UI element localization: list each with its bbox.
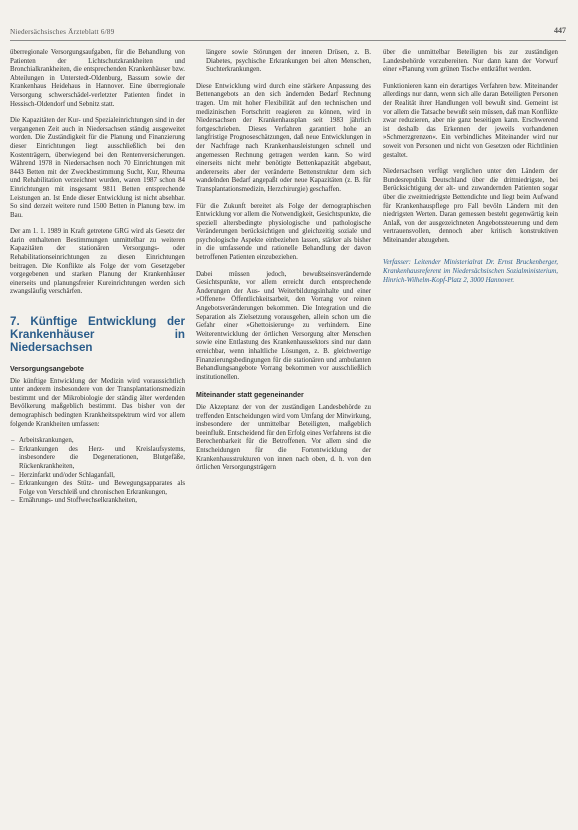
subheading: Versorgungsangebote xyxy=(10,366,84,374)
paragraph: überregionale Versorgungsaufgaben, für die Behandlung von Patienten der Lichtschutzkrankheiten und Bronchialkrankheiten, die entsprechenden Krankenhäuser bzw. Abteilungen in Unterstedt-Oldenburg, Bassum sowie der Krankenhaus Heidehaus in Hannover. Eine überregionale Versorgung schwerschädel-verletzter Patienten findet in Hessisch-Oldendorf und Sebnitz statt. xyxy=(10,49,185,108)
running-header xyxy=(10,24,566,41)
paragraph: Diese Entwicklung wird durch eine stärkere Anpassung des Bettenangebots an den sich ändernden Bedarf Rechnung tragen. Um mit hoher Flexibilität auf den technischen und medizinischen Fortschritt reagieren zu können, wird in Niedersachsen der Krankenhausplan seit 1983 jährlich fortgeschrieben. Dieses Verfahren garantiert hohe an langfristige Prognoseschätzungen, daß neue Entwicklungen in der Nachfrage nach Krankenhausleistungen schnell und angemessen Rechnung getragen werden kann. So wird einerseits nicht mehr benötigte Bettenkapazität abgebaut, andererseits aber der veränderte Bettenstruktur dem sich wandelnden Bedarf angepaßt oder neue Kapazitäten (z. B. für Transplantationsmedizin, Herzchirurgie) geschaffen. xyxy=(196,82,371,193)
paragraph: Die Kapazitäten der Kur- und Spezialeinrichtungen sind in der vergangenen Zeit auch in Niedersachsen ständig ausgeweitet worden. Die Zuständigkeit für die Planung und Finanzierung dieser Einrichtungen liegt ausschließlich bei den Kostenträgern, überwiegend bei den Rentenversicherungen. Während 1978 in Niedersachsen noch 70 Einrichtungen mit 8443 Betten mit der Zweckbestimmung Sucht, Kur, Rheuma und Rehabilitation verzeichnet wurden, waren 1987 schon 84 Einrichtungen mit insgesamt 9811 Betten entsprechende Leistungen an. Ist Ende dieser Entwicklung ist nicht absehbar. So sind derzeit weitere rund 1500 Betten in Planung bzw. im Bau. xyxy=(10,117,185,219)
column-left xyxy=(10,49,185,514)
subheading: Miteinander statt gegeneinander xyxy=(196,392,304,400)
section-heading: 7. Künftige Entwicklung der Krankenhäuser in Niedersachsen xyxy=(10,315,185,355)
list-item: – Erkrankungen des Stütz- und Bewegungsapparates als Folge von Verschleiß und chronischen Erkrankungen, xyxy=(19,480,185,497)
disease-list xyxy=(10,437,185,506)
paragraph: Die künftige Entwicklung der Medizin wird voraussichtlich unter anderem insbesondere von der Transplantationsmedizin bestimmt und der Mikrobiologie der ständig älter werdenden Bevölkerung maßgeblich bestimmt. Das bisher von der demographisch bedingten Krankheitsspektrum wird vor allem folgende Krankheiten umfassen: xyxy=(10,377,185,428)
list-item: – Herzinfarkt und/oder Schlaganfall, xyxy=(19,472,185,481)
paragraph: Für die Zukunft bereitet als Folge der demographischen Entwicklung vor allem die Notwendigkeit, Gesichtspunkte, die speziell altersbedingte physiologische und pathologische Veränderungen berücksichtigen und gleichzeitig soziale und psychologische Aspekte einbeziehen lassen, stärker als bisher in die umfassende und rationelle Behandlung der davon betroffenen Patienten einzubeziehen. xyxy=(196,202,371,262)
column-right xyxy=(383,49,558,293)
paragraph: über die unmittelbar Beteiligten bis zur zuständigen Landesbehörde vorzubereiten. Nur dann kann der Vorwurf einer »Planung vom grünen Tisch« entkräftet werden. xyxy=(383,49,558,74)
paragraph: Funktionieren kann ein derartiges Verfahren bzw. Miteinander allerdings nur dann, wenn sich alle daran Beteiligten Personen der Realität ihrer Handlungen voll bewußt sind. Gemeint ist vor allem die Tatsache bewußt sein müssen, daß man Konflikte zwar reduzieren, aber nie ganz beseitigen kann. Erschwerend ist deshalb das Erkennen der jeweils vorhandenen »Schmerzgrenzen«. Ein verbindliches Miteinander wird nur soweit von Personen und nicht von Gesetzen oder Richtlinien gestaltet. xyxy=(383,82,558,159)
paragraph: Der am 1. 1. 1989 in Kraft getretene GRG wird als Gesetz der darin enthaltenen Bestimmungen unmittelbar zu weiteren Kapazitäten der stationären Versorgungs- oder Rehabilitationseinrichtungen zu diesen Einrichtungen beitragen. Die Konflikte als Folge der vom Gesetzgeber vorgegebenen und starken Planung der Krankenhäuser einerseits und planungsfreier Kureinrichtungen werden sich zwangsläufig verschärfen. xyxy=(10,228,185,296)
list-item: – Arbeitskrankungen, xyxy=(19,437,185,446)
paragraph: Die Akzeptanz der von der zuständigen Landesbehörde zu treffenden Entscheidungen wird vom Umfang der Mitwirkung, insbesondere der unmittelbar Beteiligten, maßgeblich beeinflußt. Entscheidend für den Erfolg eines Verfahrens ist die Berechenbarkeit für die Betroffenen. Vor allem sind die Entscheidungen für die Fortentwicklung der Krankenhausstrukturen von innen nach oben, d. h. von den örtlichen Versorgungsträgern xyxy=(196,403,371,472)
running-title: Niedersächsisches Ärzteblatt 6/89 xyxy=(10,28,115,36)
page-number: 447 xyxy=(554,26,566,35)
list-item: – Ernährungs- und Stoffwechselkrankheiten, xyxy=(19,497,185,506)
author-note: Verfasser: Leitender Ministerialrat Dr. Ernst Bruckenberger, Krankenhausreferent im Niedersächsischen Sozialministerium, Hinrich-Wilhelm-Kopf-Platz 2, 3000 Hannover. xyxy=(383,259,558,284)
column-middle xyxy=(196,49,371,481)
paragraph: Niedersachsen verfügt verglichen unter den Ländern der Bundesrepublik Deutschland über die drittniedrigste, bei Berücksichtigung der alt- und zuwandernden Patienten sogar über die zweitniedrigste Bettendichte und liegt beim Aufwand für Krankenhauspflege pro Fall bevöln Ländern mit den niedrigsten Werten. Daran gemessen besteht gegenwärtig kein Anlaß, von der ausgezeichneten Angebotssteuerung und dem vertrauensvollen, dennoch aber kritisch konstruktiven Miteinander abzugehen. xyxy=(383,168,558,244)
list-item: – Erkrankungen des Herz- und Kreislaufsystems, insbesondere die Degenerationen, Blutgefäße, Rückenkrankheiten, xyxy=(19,446,185,472)
paragraph: längere sowie Störungen der inneren Drüsen, z. B. Diabetes, psychische Erkrankungen bei alten Menschen, Suchterkrankungen. xyxy=(206,49,371,74)
paragraph: Dabei müssen jedoch, bewußtseinsverändernde Gesichtspunkte, vor allem erreicht durch entsprechende Änderungen der Aus- und Weiterbildungsinhalte und einer »Offenen« Öffentlichkeitsarbeit, den Vorrang vor reinen Angebotsveränderungen bekommen. Die Integration und die Separation als Zielsetzung vorausgehen, allein schon um die Gefahr einer »Ghettoisierung« zu verhindern. Eine Weiterentwicklung der örtlichen Versorgung alter Menschen sowie eine Entlastung des Krankenhaussektors sind nur dann erreichbar, wenn inhaltliche Lösungen, z. B. gleichwertige Finanzierungsbedingungen für die stationären und ambulanten Behandlungsangebote Vorrang bekommen vor ausschließlich institutionellen. xyxy=(196,270,371,381)
